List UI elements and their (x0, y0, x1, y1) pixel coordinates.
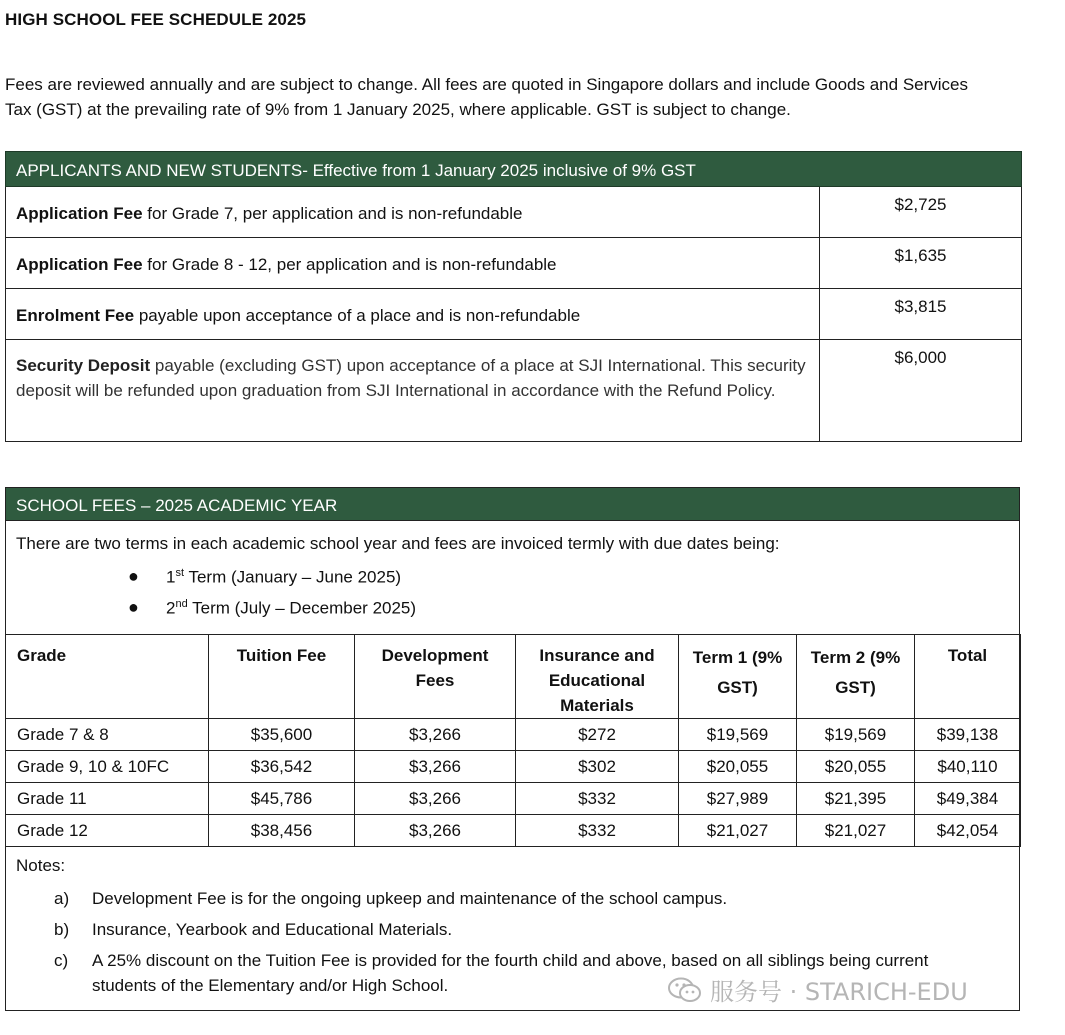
terms-intro: There are two terms in each academic school year and fees are invoiced termly with due dates being: (16, 534, 780, 553)
term2-cell: $20,055 (797, 751, 915, 783)
insurance-cell: $332 (516, 783, 679, 815)
fee-description (6, 289, 820, 340)
note-label: b) (54, 920, 70, 939)
term-ordinal: st (175, 567, 185, 579)
term1-cell: $27,989 (679, 783, 797, 815)
total-cell: $39,138 (915, 719, 1021, 751)
bullet-icon: ● (128, 566, 139, 586)
notes-title: Notes: (16, 856, 66, 875)
fee-amount: $1,635 (819, 238, 1021, 289)
watermark (668, 972, 968, 1007)
tuition-cell: $36,542 (209, 751, 355, 783)
school-fees-header: SCHOOL FEES – 2025 ACADEMIC YEAR (6, 488, 1019, 521)
term1-cell: $20,055 (679, 751, 797, 783)
column-header-term1: Term 1 (9% GST) (679, 635, 797, 719)
total-cell: $40,110 (915, 751, 1021, 783)
term1-cell: $19,569 (679, 719, 797, 751)
column-header-total: Total (915, 635, 1021, 719)
fee-detail: for Grade 8 - 12, per application and is non-refundable (142, 255, 557, 274)
table-row (6, 289, 1022, 340)
grade-cell: Grade 9, 10 & 10FC (6, 751, 209, 783)
table-row (6, 751, 1021, 783)
fee-name: Application Fee (16, 255, 143, 274)
fee-detail: payable upon acceptance of a place and is non-refundable (134, 306, 581, 325)
note-text: Insurance, Yearbook and Educational Materials. (92, 920, 453, 939)
column-header-insurance: Insurance and Educational Materials (516, 635, 679, 719)
table-header-row (6, 635, 1021, 719)
fee-detail: payable (excluding GST) upon acceptance of a place at SJI International. This security deposit will be refunded upon graduation from SJI International in accordance with the Refund Policy. (16, 356, 806, 400)
term-text: Term (July – December 2025) (187, 598, 417, 618)
note-text: Development Fee is for the ongoing upkeep and maintenance of the school campus. (92, 889, 728, 908)
column-header-grade: Grade (6, 635, 209, 719)
column-header-term2: Term 2 (9% GST) (797, 635, 915, 719)
development-cell: $3,266 (355, 719, 516, 751)
term-number: 1 (166, 567, 176, 587)
fee-name: Enrolment Fee (16, 306, 135, 325)
fee-description (6, 187, 820, 238)
table-row (6, 238, 1022, 289)
fee-description (6, 340, 820, 442)
note-label: c) (54, 951, 69, 970)
term-ordinal: nd (175, 598, 188, 610)
insurance-cell: $272 (516, 719, 679, 751)
fee-description (6, 238, 820, 289)
table-row (6, 783, 1021, 815)
grade-cell: Grade 12 (6, 815, 209, 847)
applicants-table-header: APPLICANTS AND NEW STUDENTS- Effective from 1 January 2025 inclusive of 9% GST (6, 152, 1022, 187)
term2-cell: $21,395 (797, 783, 915, 815)
development-cell: $3,266 (355, 815, 516, 847)
fee-name: Application Fee (16, 204, 143, 223)
table-row (6, 187, 1022, 238)
development-cell: $3,266 (355, 783, 516, 815)
watermark-text: 服务号 · STARICH-EDU (710, 978, 968, 1006)
term2-cell: $21,027 (797, 815, 915, 847)
total-cell: $49,384 (915, 783, 1021, 815)
column-header-development: Development Fees (355, 635, 516, 719)
table-row (6, 340, 1022, 442)
insurance-cell: $302 (516, 751, 679, 783)
term2-cell: $19,569 (797, 719, 915, 751)
wechat-icon (668, 977, 702, 1003)
note-text: A 25% discount on the Tuition Fee is provided for the fourth child and above, based on all siblings being current students of the Elementary and/or High School. (92, 951, 929, 995)
insurance-cell: $332 (516, 815, 679, 847)
term1-cell: $21,027 (679, 815, 797, 847)
intro-paragraph: Fees are reviewed annually and are subject to change. All fees are quoted in Singapore dollars and include Goods and Services Tax (GST) at the prevailing rate of 9% from 1 January 2025, where applicable. GST is subject to change. (5, 75, 968, 119)
fee-detail: for Grade 7, per application and is non-refundable (142, 204, 523, 223)
tuition-cell: $35,600 (209, 719, 355, 751)
column-header-tuition: Tuition Fee (209, 635, 355, 719)
term-number: 2 (166, 598, 176, 618)
tuition-cell: $38,456 (209, 815, 355, 847)
fee-name: Security Deposit (16, 356, 151, 375)
grade-cell: Grade 7 & 8 (6, 719, 209, 751)
school-fees-table (5, 634, 1021, 847)
term-text: Term (January – June 2025) (184, 567, 402, 587)
development-cell: $3,266 (355, 751, 516, 783)
fee-amount: $3,815 (819, 289, 1021, 340)
applicants-fee-table (5, 151, 1022, 442)
bullet-icon: ● (128, 597, 139, 617)
total-cell: $42,054 (915, 815, 1021, 847)
grade-cell: Grade 11 (6, 783, 209, 815)
table-row (6, 815, 1021, 847)
page-title: HIGH SCHOOL FEE SCHEDULE 2025 (5, 10, 307, 29)
school-fees-section (5, 487, 1020, 1011)
table-row (6, 719, 1021, 751)
fee-amount: $6,000 (819, 340, 1021, 442)
fee-amount: $2,725 (819, 187, 1021, 238)
tuition-cell: $45,786 (209, 783, 355, 815)
note-label: a) (54, 889, 70, 908)
